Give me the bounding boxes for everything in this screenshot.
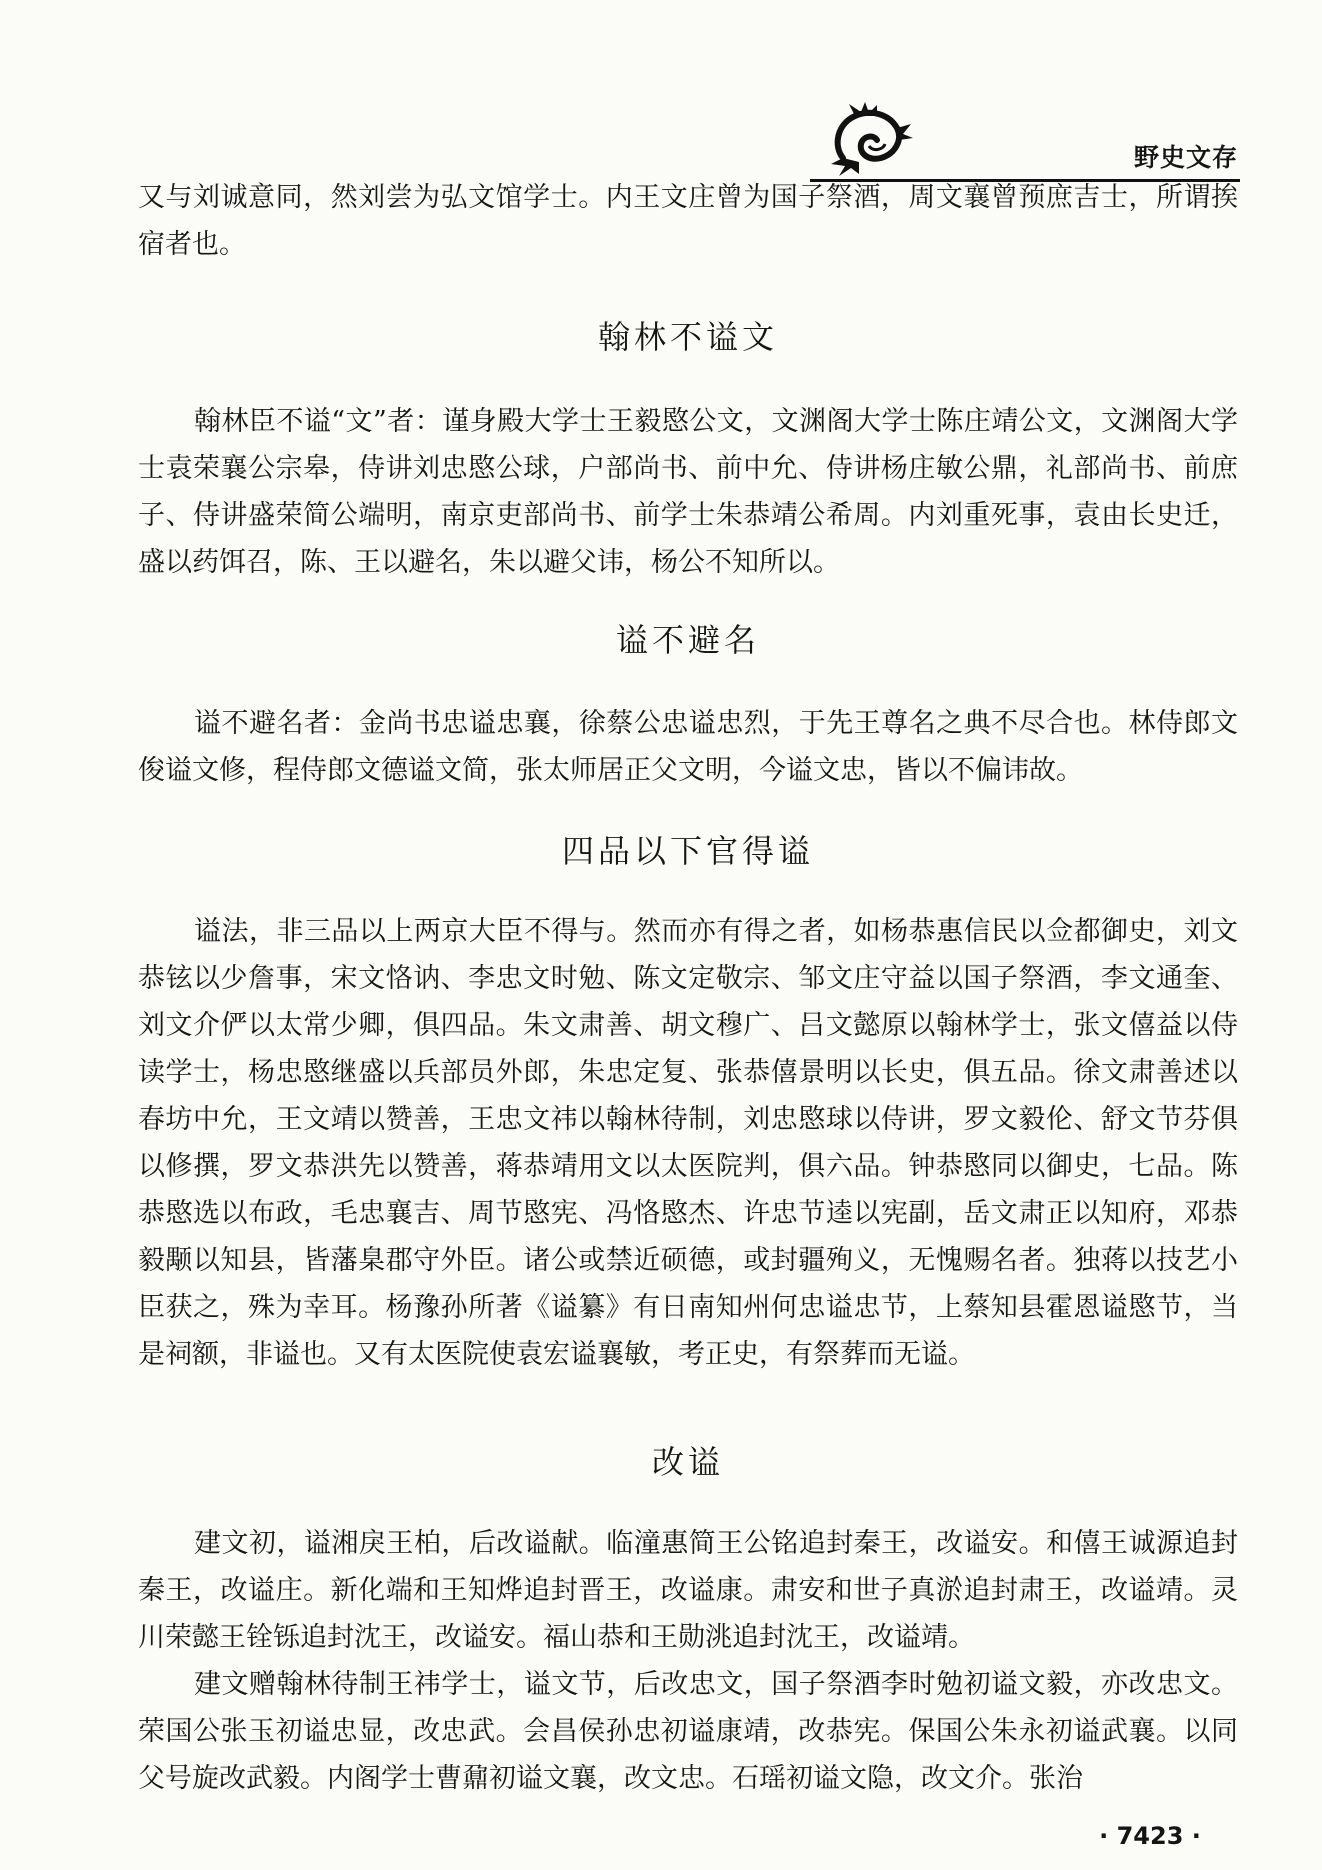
dragon-emblem-icon xyxy=(825,100,915,178)
paragraph: 又与刘诚意同，然刘尝为弘文馆学士。内王文庄曾为国子祭酒，周文襄曾预庶吉士，所谓挨宿者也。 xyxy=(138,182,1238,260)
intro-text xyxy=(138,174,1238,268)
section-heading: 谥不避名 xyxy=(615,621,760,659)
section-heading: 改谥 xyxy=(651,1443,724,1481)
page-number: · 7423 · xyxy=(1099,1822,1201,1850)
running-header xyxy=(810,100,1240,182)
section-body xyxy=(138,1520,1238,1802)
section-body xyxy=(138,398,1238,586)
paragraph: 谥不避名者：金尚书忠谥忠襄，徐蔡公忠谥忠烈，于先王尊名之典不尽合也。林侍郎文俊谥文修，程侍郎文德谥文简，张太师居正父文明，今谥文忠，皆以不偏讳故。 xyxy=(138,708,1238,786)
paragraph: 翰林臣不谥“文”者：谨身殿大学士王毅愍公文，文渊阁大学士陈庄靖公文，文渊阁大学士袁荣襄公宗皋，侍讲刘忠愍公球，户部尚书、前中允、侍讲杨庄敏公鼎，礼部尚书、前庶子、侍讲盛荣简公端明，南京吏部尚书、前学士朱恭靖公希周。内刘重死事，袁由长史迁，盛以药饵召，陈、王以避名，朱以避父讳，杨公不知所以。 xyxy=(138,406,1238,578)
section-body xyxy=(138,908,1238,1378)
paragraph: 建文初，谥湘戾王柏，后改谥献。临潼惠简王公铭追封秦王，改谥安。和僖王诚源追封秦王，改谥庄。新化端和王知烨追封晋王，改谥康。肃安和世子真淤追封肃王，改谥靖。灵川荣懿王铨铄追封沈王，改谥安。福山恭和王勋洮追封沈王，改谥靖。 xyxy=(138,1528,1238,1653)
paragraph: 建文赠翰林待制王祎学士，谥文节，后改忠文，国子祭酒李时勉初谥文毅，亦改忠文。荣国公张玉初谥忠显，改忠武。会昌侯孙忠初谥康靖，改恭宪。保国公朱永初谥武襄。以同父号旋改武毅。内阁学士曹鼐初谥文襄，改文忠。石瑶初谥文隐，改文介。张治 xyxy=(138,1669,1238,1794)
section-heading: 四品以下官得谥 xyxy=(561,832,814,870)
paragraph: 谥法，非三品以上两京大臣不得与。然而亦有得之者，如杨恭惠信民以佥都御史，刘文恭铉以少詹事，宋文恪讷、李忠文时勉、陈文定敬宗、邹文庄守益以国子祭酒，李文通奎、刘文介俨以太常少卿，俱四品。朱文肃善、胡文穆广、吕文懿原以翰林学士，张文僖益以侍读学士，杨忠愍继盛以兵部员外郎，朱忠定复、张恭僖景明以长史，俱五品。徐文肃善述以春坊中允，王文靖以赞善，王忠文祎以翰林待制，刘忠愍球以侍讲，罗文毅伦、舒文节芬俱以修撰，罗文恭洪先以赞善，蒋恭靖用文以太医院判，俱六品。钟恭愍同以御史，七品。陈恭愍选以布政，毛忠襄吉、周节愍宪、冯恪愍杰、许忠节逵以宪副，岳文肃正以知府，邓恭毅颙以知县，皆藩臬郡守外臣。诸公或禁近硕德，或封疆殉义，无愧赐名者。独蒋以技艺小臣获之，殊为幸耳。杨豫孙所著《谥纂》有日南知州何忠谥忠节，上蔡知县霍恩谥愍节，当是祠额，非谥也。又有太医院使袁宏谥襄敏，考正史，有祭葬而无谥。 xyxy=(138,916,1238,1370)
book-title: 野史文存 xyxy=(1133,143,1238,172)
section-body xyxy=(138,700,1238,794)
section-heading: 翰林不谥文 xyxy=(597,318,778,356)
